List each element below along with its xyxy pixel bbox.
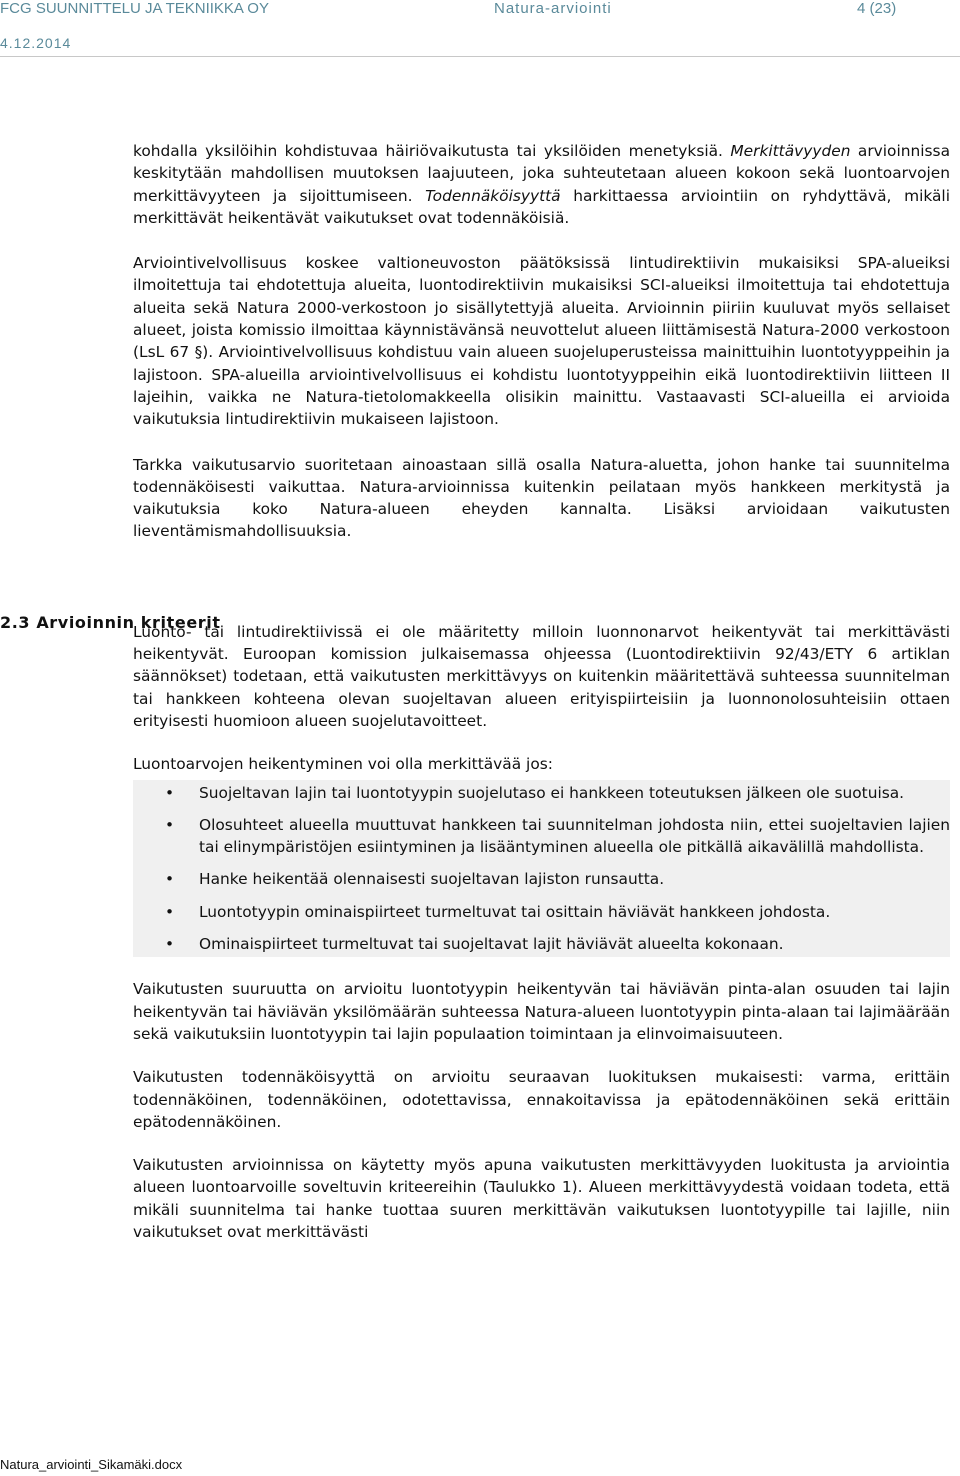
list-item-text: Ominaispiirteet turmeltuvat tai suojeltavat lajit häviävät alueelta kokonaan. (199, 935, 784, 954)
paragraph-8: Vaikutusten arvioinnissa on käytetty myös apuna vaikutusten merkittävyyden luokitusta ja arviointia alueen luontoarvoille soveltuvin kriteereihin (Taulukko 1). Alueen merkittävyydestä voidaan todeta, että mikäli suunnitelma tai hanke tuottaa suuren merkittävän vaikutuksen luontotyypille tai lajille, niin vaikutukset ovat merkittävästi (133, 1156, 950, 1241)
criteria-list (133, 780, 950, 958)
emphasis-todennakoisyytta: Todennäköisyyttä (425, 186, 561, 205)
header-divider (0, 56, 960, 57)
paragraph-6: Vaikutusten suuruutta on arvioitu luontotyypin heikentyvän tai häviävän pinta-alan osuuden tai lajin heikentyvän tai häviävän yksilömäärän suhteessa Natura-alueen luontotyypin pinta-alaan tai lajimäärään sekä vaikutuksiin luontotyypin tai lajin populaation toimintaan ja elinvoimaisuuteen. (133, 980, 950, 1043)
company-name: FCG SUUNNITTELU JA TEKNIIKKA OY (0, 0, 269, 17)
page-header (0, 0, 960, 60)
bullet-icon: • (165, 870, 175, 889)
section-heading: 2.3 Arvioinnin kriteerit (0, 613, 221, 632)
list-item (133, 866, 950, 892)
list-item-text: Olosuhteet alueella muuttuvat hankkeen tai suunnitelman johdosta niin, ettei suojeltavien lajien tai elinympäristöjen esiintyminen ja lisääntyminen alueella ole pitkällä aikavälillä mahdollista. (199, 815, 950, 857)
page-number: 4 (23) (857, 0, 897, 17)
list-item-text: Luontotyypin ominaispiirteet turmeltuvat tai osittain häviävät hankkeen johdosta. (199, 902, 831, 921)
list-item (133, 899, 950, 925)
paragraph-2: Arviointivelvollisuus koskee valtioneuvoston päätöksissä lintudirektiivin mukaisiksi SPA-alueiksi ilmoitettuja tai ehdotettuja alueita, luontodirektiivin mukaisiksi SCI-alueiksi ilmoitettuja tai ehdotettuja alueita sekä Natura 2000-verkostoon jo sisällytettyjä alueita. Arvioinnin piiriin kuuluvat myös sellaiset alueet, joista komissio ilmoittaa käynnistävänsä neuvottelut alueen liittämisestä Natura-2000 verkostoon (LsL 67 §). Arviointivelvollisuus kohdistuu vain alueen suojeluperusteissa mainittuihin luontotyyppeihin ja lajistoon. SPA-alueilla arviointivelvollisuus ei kohdistu luontotyyppeihin eikä luontodirektiivin liitteen II lajeihin, vaikka ne Natura-tietolomakkeella olisikin mainittu. Vastaavasti SCI-alueilla ei arvioida vaikutuksia lintudirektiivin mukaiseen lajistoon. (133, 254, 950, 429)
paragraph-4: Luonto- tai lintudirektiivissä ei ole määritetty milloin luonnonarvot heikentyvät tai merkittävästi heikentyvät. Euroopan komission julkaisemassa ohjeessa (Luontodirektiivin 92/43/ETY 6 artiklan säännökset) todetaan, että vaikutusten merkittävyys on kuitenkin määritettävä suhteessa suunnitelman tai hankkeen kohteena olevan suojeltavan alueen erityispiirteisiin ja luonnonolosuhteisiin ottaen erityisesti huomioon alueen suojelutavoitteet. (133, 622, 950, 730)
paragraph-5: Luontoarvojen heikentyminen voi olla merkittävää jos: (133, 755, 553, 774)
bullet-icon: • (165, 902, 175, 921)
page-footer: Natura_arviointi_Sikamäki.docx (0, 1457, 183, 1472)
paragraph-7: Vaikutusten todennäköisyyttä on arvioitu seuraavan luokituksen mukaisesti: varma, erittäin todennäköinen, todennäköinen, odotettavissa, ennakoitavissa ja epätodennäköinen sekä erittäin epätodennäköinen. (133, 1068, 950, 1131)
paragraph-3: Tarkka vaikutusarvio suoritetaan ainoastaan sillä osalla Natura-aluetta, johon hanke tai suunnitelma todennäköisesti vaikuttaa. Natura-arvioinnissa kuitenkin peilataan myös hankkeen merkitystä ja vaikutuksia koko Natura-alueen eheyden kannalta. Lisäksi arvioidaan vaikutusten lieventämismahdollisuuksia. (133, 455, 950, 541)
paragraph-1-part-e: harkittaessa arviointiin on ryhdyttävä, mikäli merkittävät heikentävät vaikutukset ovat todennäköisiä. (133, 186, 950, 227)
paragraph-1-part-c: arvioinnissa keskitytään mahdollisen muutoksen laajuuteen, joka suhteutetaan alueen kokoon sekä luontoarvojen merkittävyyteen ja sijoittumiseen. (133, 142, 950, 205)
emphasis-merkittavyyden: Merkittävyyden (730, 142, 851, 160)
list-item (133, 780, 950, 806)
bullet-icon: • (165, 935, 175, 954)
body-text (133, 140, 950, 1243)
paragraph-1-part-a: kohdalla yksilöihin kohdistuvaa häiriövaikutusta tai yksilöiden menetyksiä. (133, 142, 731, 160)
list-item (133, 812, 950, 861)
bullet-icon: • (165, 783, 175, 802)
list-item (133, 931, 950, 957)
list-item-text: Hanke heikentää olennaisesti suojeltavan lajiston runsautta. (199, 870, 665, 889)
document-title: Natura-arviointi (494, 0, 612, 17)
paragraph-1 (133, 140, 950, 229)
document-date: 4.12.2014 (0, 35, 72, 51)
list-item-text: Suojeltavan lajin tai luontotyypin suojelutaso ei hankkeen toteutuksen jälkeen ole suotuisa. (199, 783, 905, 802)
bullet-icon: • (165, 815, 175, 834)
